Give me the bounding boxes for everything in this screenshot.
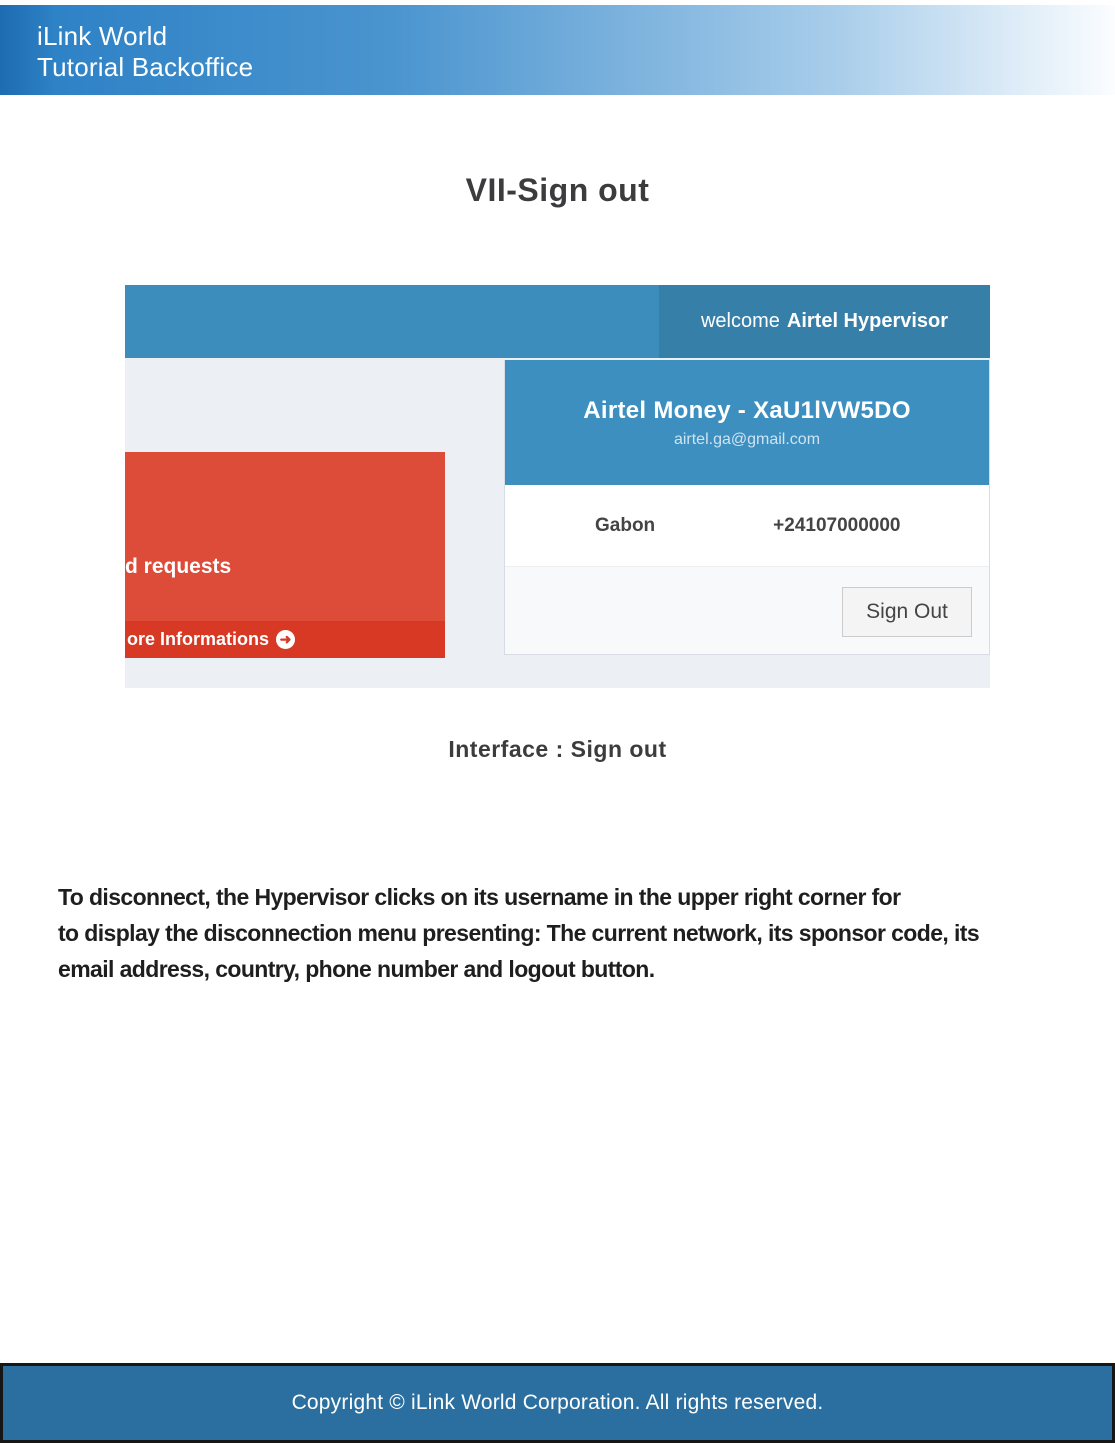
user-menu-header [505,360,989,485]
document-banner [0,5,1115,95]
embedded-screenshot [125,285,990,688]
network-sponsor-code: Airtel Money - XaU1lVW5DO [583,397,911,424]
banner-line-2: Tutorial Backoffice [37,52,254,82]
more-informations-label: ore Informations [127,629,270,649]
arrow-circle-right-icon: ➜ [276,630,295,649]
info-card-label: d requests [125,555,232,578]
more-informations-link[interactable] [125,621,445,658]
info-card [125,452,445,658]
banner-line-1: iLink World [37,21,168,51]
paragraph-line-2: to display the disconnection menu presenting: The current network, its sponsor code, its [58,920,980,946]
app-navbar [125,285,990,358]
phone-number-link[interactable]: +24107000000 [773,515,901,536]
username-label: Airtel Hypervisor [786,310,949,332]
info-card-body [125,452,445,621]
sign-out-button[interactable]: Sign Out [842,587,972,637]
user-menu-body [505,485,989,567]
paragraph-line-3: email address, country, phone number and logout button. [58,956,655,982]
user-email: airtel.ga@gmail.com [673,431,821,448]
country-link[interactable]: Gabon [595,515,656,536]
copyright-footer [0,1363,1115,1443]
paragraph-line-1: To disconnect, the Hypervisor clicks on its username in the upper right corner for [58,884,901,910]
section-title: VII-Sign out [465,172,650,208]
body-paragraph [58,879,1048,987]
user-menu-toggle[interactable] [659,285,990,358]
welcome-label: welcome [700,310,780,332]
user-menu-footer [505,566,989,654]
user-dropdown-menu [504,360,990,655]
copyright-text: Copyright © iLink World Corporation. All rights reserved. [291,1391,824,1414]
figure-caption: Interface : Sign out [448,736,667,762]
